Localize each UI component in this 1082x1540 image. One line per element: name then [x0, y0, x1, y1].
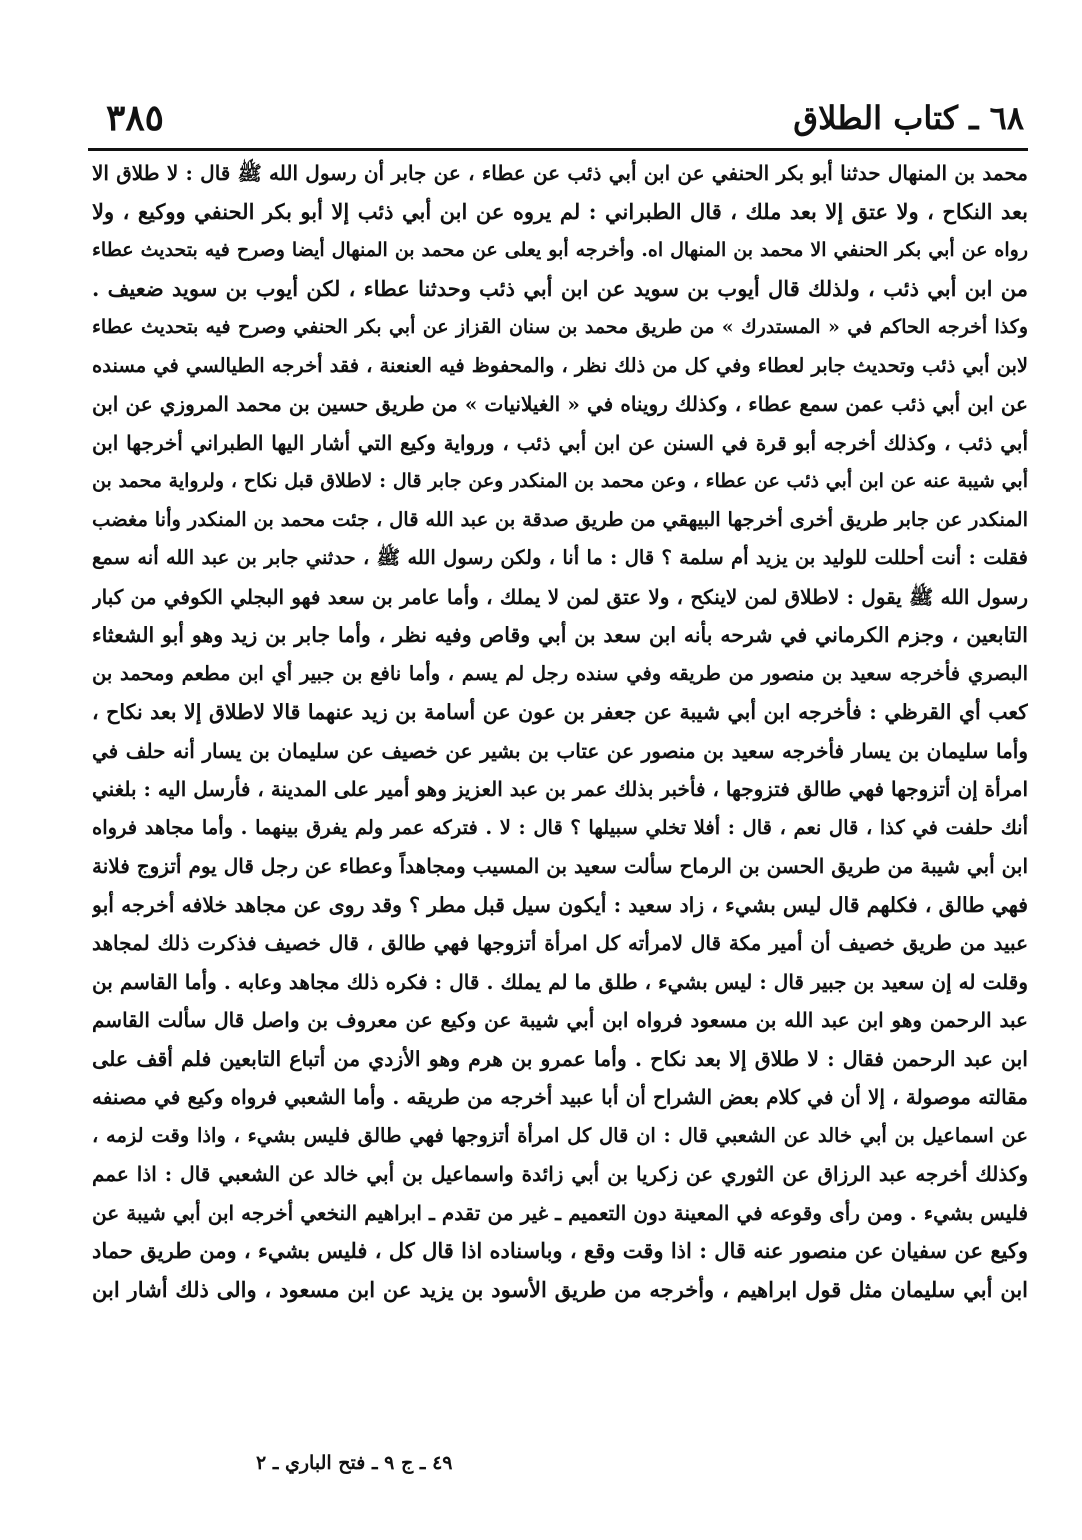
text-line: المنكدر عن جابر طريق أخرى أخرجها البيهقي من طريق صدقة بن عبد الله قال ، جئت محمد بن المنكدر وأنا مغضب: [92, 507, 1028, 531]
page-header: [88, 96, 1024, 144]
text-line: رسول الله ﷺ يقول : لاطلاق لمن لاينكح ، ولا عتق لمن لا يملك ، وأما عامر بن سعد فهو البجلي الكوفي من كبار: [92, 584, 1028, 609]
chapter-title: ٦٨ ـ كتاب الطلاق: [793, 99, 1024, 137]
text-line: أنك حلفت في كذا ، قال نعم ، قال : أفلا تخلي سبيلها ؟ قال : لا . فتركه عمر ولم يفرق بينهما . وأما مجاهد فرواه: [92, 815, 1028, 839]
text-line: ابن أبي شيبة من طريق الحسن بن الرماح سألت سعيد بن المسيب ومجاهداً وعطاء عن رجل قال يوم أتزوج فلانة: [92, 854, 1028, 878]
text-line: مقالته موصولة ، إلا أن في كلام بعض الشراح أن أبا عبيد أخرجه من طريقه . وأما الشعبي فرواه وكيع في مصنفه: [92, 1085, 1028, 1109]
text-line: وكيع عن سفيان عن منصور عنه قال : اذا وقت وقع ، وباسناده اذا قال كل ، فليس بشيء ، ومن طريق حماد: [92, 1238, 1028, 1263]
text-line: البصري فأخرجه سعيد بن منصور من طريقه وفي سنده رجل لم يسم ، وأما نافع بن جبير أي ابن مطعم ومحمد بن: [92, 661, 1028, 685]
text-line: كعب أي القرظي : فأخرجه ابن أبي شيبة عن جعفر بن عون عن أسامة بن زيد عنهما قالا لاطلاق إلا بعد نكاح ،: [92, 700, 1028, 724]
text-line: عن اسماعيل بن أبي خالد عن الشعبي قال : ان قال كل امرأة أتزوجها فهي طالق فليس بشيء ، واذا وقت لزمه ،: [92, 1123, 1028, 1147]
text-line: امرأة إن أتزوجها فهي طالق فتزوجها ، فأخبر بذلك عمر بن عبد العزيز وهو أمير على المدينة ، فأرسل اليه : بلغني: [92, 777, 1028, 801]
text-line: عبيد من طريق خصيف أن أمير مكة قال لامرأته كل امرأة أتزوجها فهي طالق ، قال خصيف فذكرت ذلك لمجاهد: [92, 931, 1028, 955]
text-line: بعد النكاح ، ولا عتق إلا بعد ملك ، قال الطبراني : لم يروه عن ابن أبي ذئب إلا أبو بكر الحنفي ووكيع ، ولا: [92, 198, 1028, 224]
signature-mark: ٤٩ ـ ج ٩ ـ فتح الباري ـ ٢: [256, 1452, 453, 1474]
text-line: أبي شيبة عنه عن ابن أبي ذئب عن عطاء ، وعن محمد بن المنكدر وعن جابر قال : لاطلاق قبل نكاح ، ولرواية محمد بن: [92, 470, 1028, 492]
text-line: محمد بن المنهال حدثنا أبو بكر الحنفي عن ابن أبي ذئب عن عطاء ، عن جابر أن رسول الله ﷺ قال : لا طلاق الا: [92, 161, 1028, 185]
text-line: رواه عن أبي بكر الحنفي الا محمد بن المنهال اه. وأخرجه أبو يعلى عن محمد بن المنهال أيضا وصرح فيه بتحديث عطاء: [92, 239, 1028, 261]
text-line: عبد الرحمن وهو ابن عبد الله بن مسعود فرواه ابن أبي شيبة عن وكيع عن معروف بن واصل قال سألت القاسم: [92, 1008, 1028, 1032]
page-number: ٣٨٥: [106, 97, 165, 139]
text-line: وكذا أخرجه الحاكم في « المستدرك » من طريق محمد بن سنان القزاز عن أبي بكر الحنفي وصرح فيه بتحديث عطاء: [92, 316, 1028, 338]
body-text: [92, 154, 1028, 1309]
text-line: أبي ذئب ، وكذلك أخرجه أبو قرة في السنن عن ابن أبي ذئب ، ورواية وكيع التي أشار اليها الطبراني أخرجها ابن: [92, 430, 1028, 455]
text-line: فهي طالق ، فكلهم قال ليس بشيء ، زاد سعيد : أيكون سيل قبل مطر ؟ وقد روى عن مجاهد خلافه أخرجه أبو: [92, 892, 1028, 917]
text-line: التابعين ، وجزم الكرماني في شرحه بأنه ابن سعد بن أبي وقاص وفيه نظر ، وأما جابر بن زيد وهو أبو الشعثاء: [92, 623, 1028, 647]
text-line: وقلت له إن سعيد بن جبير قال : ليس بشيء ، طلق ما لم يملك . قال : فكره ذلك مجاهد وعابه . وأما القاسم بن: [92, 969, 1028, 994]
text-line: فقلت : أنت أحللت للوليد بن يزيد أم سلمة ؟ قال : ما أنا ، ولكن رسول الله ﷺ ، حدثني جابر بن عبد الله أنه سمع: [92, 546, 1028, 569]
text-line: وكذلك أخرجه عبد الرزاق عن الثوري عن زكريا بن أبي زائدة واسماعيل بن أبي خالد عن الشعبي قال : اذا عمم: [92, 1162, 1028, 1186]
text-line: ابن عبد الرحمن فقال : لا طلاق إلا بعد نكاح . وأما عمرو بن هرم وهو الأزدي من أتباع التابعين فلم أقف على: [92, 1046, 1028, 1071]
text-line: من ابن أبي ذئب ، ولذلك قال أيوب بن سويد عن ابن أبي ذئب وحدثنا عطاء ، لكن أيوب بن سويد ضعيف .: [92, 275, 1028, 301]
text-line: ابن أبي سليمان مثل قول ابراهيم ، وأخرجه من طريق الأسود بن يزيد عن ابن مسعود ، والى ذلك أشار ابن: [92, 1276, 1028, 1302]
text-line: فليس بشيء . ومن رأى وقوعه في المعينة دون التعميم ـ غير من تقدم ـ ابراهيم النخعي أخرجه ابن أبي شيبة عن: [92, 1200, 1028, 1225]
text-line: وأما سليمان بن يسار فأخرجه سعيد بن منصور عن عتاب بن بشير عن خصيف عن سليمان بن يسار أنه حلف في: [92, 738, 1028, 763]
header-divider: [88, 148, 1028, 151]
text-line: عن ابن أبي ذئب عمن سمع عطاء ، وكذلك رويناه في « الغيلانيات » من طريق حسين بن محمد المروزي عن ابن: [92, 392, 1028, 416]
text-line: لابن أبي ذئب وتحديث جابر لعطاء وفي كل من ذلك نظر ، والمحفوظ فيه العنعنة ، فقد أخرجه الطيالسي في مسنده: [92, 353, 1028, 377]
